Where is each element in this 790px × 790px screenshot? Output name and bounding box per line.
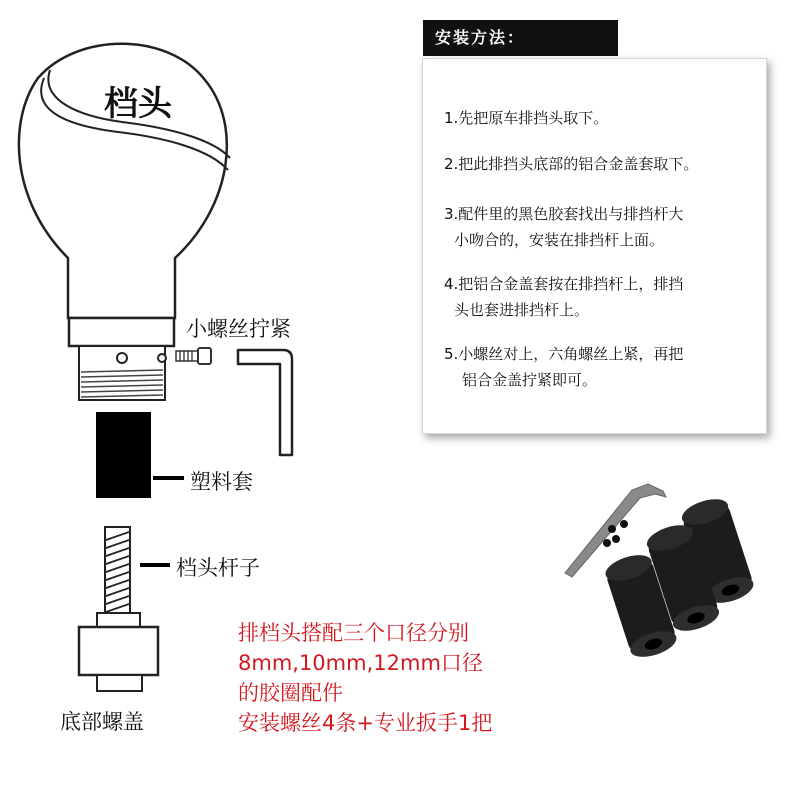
step-line: 小吻合的，安装在排挡杆上面。 xyxy=(454,231,665,249)
bottom-cap-icon xyxy=(79,613,158,691)
install-title: 安装方法： xyxy=(423,20,618,56)
sleeve-label: 塑料套 xyxy=(190,470,253,494)
install-step-4 xyxy=(444,271,683,323)
accessory-note xyxy=(238,618,492,738)
step-line: 头也套进排挡杆上。 xyxy=(454,301,590,319)
install-step-1 xyxy=(444,105,608,131)
note-line: 的胶圈配件 xyxy=(238,681,343,705)
knob-label: 档头 xyxy=(104,84,172,124)
allen-key-icon xyxy=(238,350,292,455)
step-line: 4.把铝合金盖套按在排挡杆上，排挡 xyxy=(444,275,684,293)
step-line: 5.小螺丝对上，六角螺丝上紧，再把 xyxy=(444,345,684,363)
bottom-cap-label: 底部螺盖 xyxy=(60,710,144,734)
note-line: 安装螺丝4条+专业扳手1把 xyxy=(238,711,493,735)
step-line: 3.配件里的黑色胶套找出与排挡杆大 xyxy=(444,205,684,223)
install-step-5 xyxy=(444,341,683,393)
step-line: 铝合金盖拧紧即可。 xyxy=(462,371,598,389)
plastic-sleeve-icon xyxy=(96,412,151,498)
install-step-2 xyxy=(444,151,698,177)
screw-icon xyxy=(176,348,211,364)
threaded-rod-icon xyxy=(105,527,130,615)
step-line: 2.把此排挡头底部的铝合金盖套取下。 xyxy=(444,155,699,173)
step-line: 1.先把原车排挡头取下。 xyxy=(444,109,609,127)
rod-label: 档头杆子 xyxy=(176,556,260,580)
install-step-3 xyxy=(444,201,683,253)
screw-label: 小螺丝拧紧 xyxy=(186,317,291,341)
install-steps-box xyxy=(422,58,767,434)
rubber-sleeves-photo xyxy=(565,484,757,662)
note-line: 8mm,10mm,12mm口径 xyxy=(238,651,483,675)
note-line: 排档头搭配三个口径分别 xyxy=(238,621,469,645)
